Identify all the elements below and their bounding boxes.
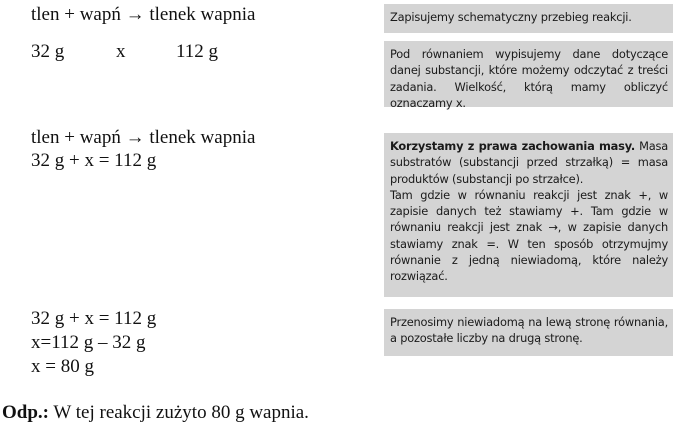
note-box-mass-conservation — [384, 133, 673, 297]
data-product-mass: 112 g — [176, 41, 219, 62]
note-scheme-text: Zapisujemy schematyczny przebieg reakcji. — [390, 10, 632, 24]
solution-line-2: x=112 g – 32 g — [31, 332, 146, 353]
reaction-scheme-1: tlen + wapń → tlenek wapnia — [31, 4, 256, 25]
answer-label: Odp.: — [2, 402, 49, 423]
note-rearrange-text: Przenosimy niewiadomą na lewą stronę równania, a pozostałe liczby na drugą stronę. — [390, 315, 668, 346]
note-mass-conservation-rest: Masa substratów (substancji przed strzałką) = masa produktów (substancji po strzałce). — [390, 139, 668, 186]
note-data-text: Pod równaniem wypisujemy dane dotyczące danej substancji, które możemy odczytać z treści zadania. Wielkość, którą mamy obliczyć oznaczamy x. — [390, 47, 668, 110]
note-box-scheme — [384, 4, 673, 33]
solution-line-1: 32 g + x = 112 g — [31, 308, 157, 329]
note-signs-text: Tam gdzie w równaniu reakcji jest znak +, w zapisie danych też stawiamy +. Tam gdzie w równaniu reakcji jest znak →, w zapisie danych stawiamy znak =. W ten sposób otrzymujmy równanie z jedną niewiadomą, które należy rozwiązać. — [390, 187, 668, 284]
data-oxygen-mass: 32 g — [31, 41, 65, 62]
solution-line-3: x = 80 g — [31, 356, 94, 377]
answer-line — [2, 401, 309, 424]
reaction-scheme-2: tlen + wapń → tlenek wapnia — [31, 127, 256, 148]
data-calcium-unknown: x — [116, 41, 126, 62]
note-box-data — [384, 41, 673, 110]
mass-conservation-equation: 32 g + x = 112 g — [31, 150, 157, 171]
note-box-rearrange — [384, 309, 673, 356]
note-mass-conservation-text — [390, 138, 668, 187]
note-mass-conservation-bold: Korzystamy z prawa zachowania masy. — [390, 139, 636, 153]
answer-text: W tej reakcji zużyto 80 g wapnia. — [49, 402, 309, 423]
